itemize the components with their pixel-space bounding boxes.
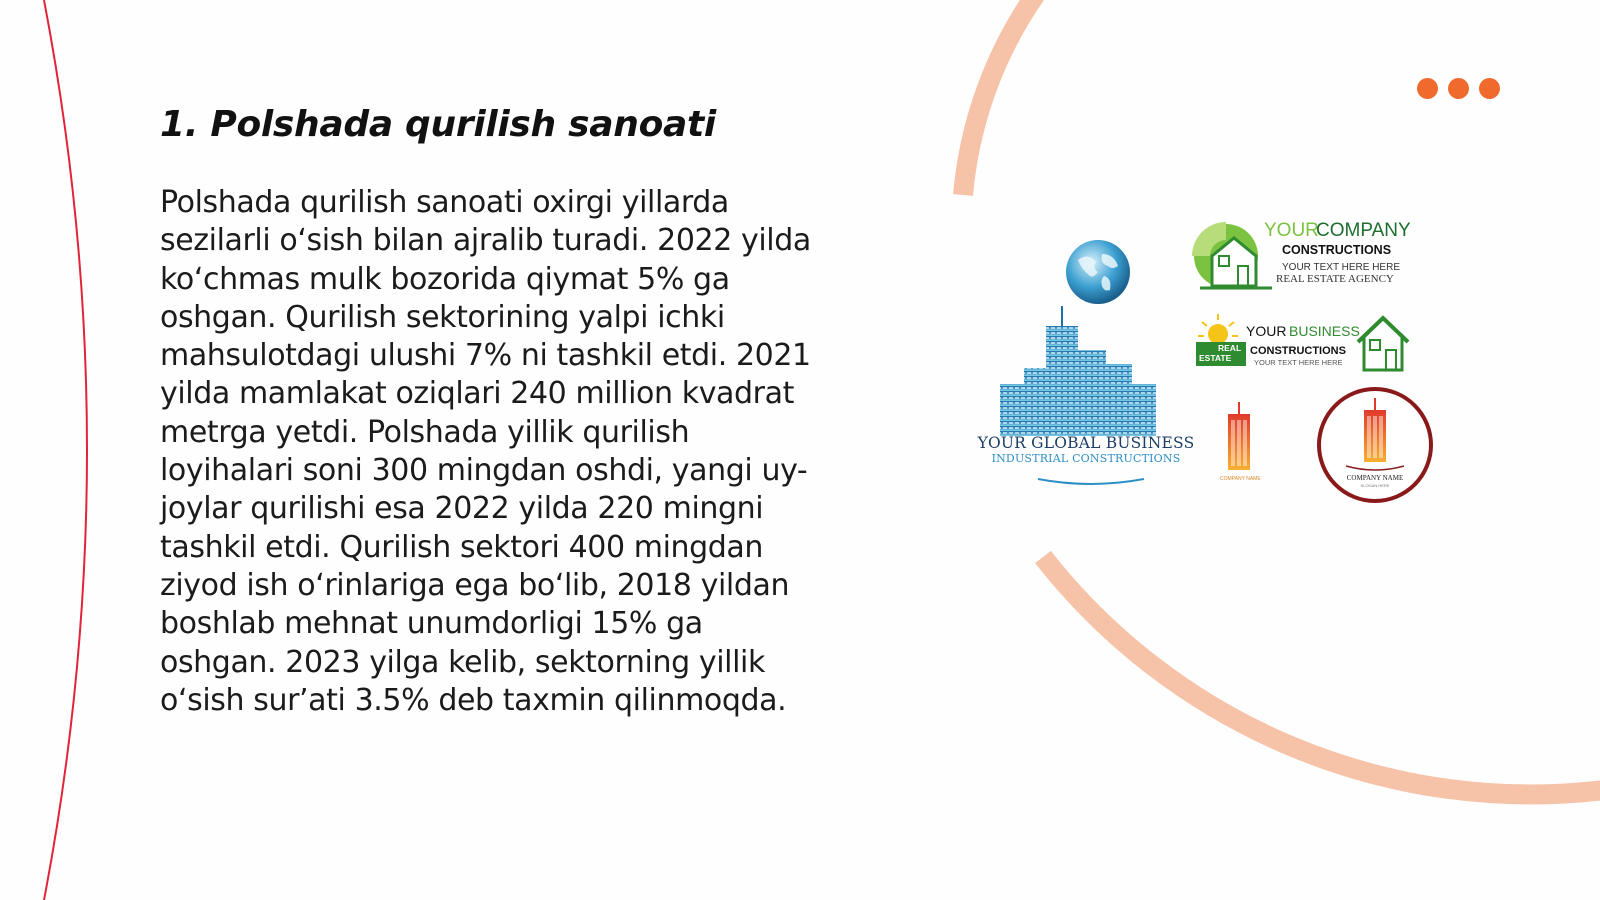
- dot-icon: [1479, 78, 1500, 99]
- house-outline-icon: [1354, 314, 1412, 372]
- business-logo-tagline: YOUR TEXT HERE HERE: [1254, 358, 1343, 367]
- dot-icon: [1448, 78, 1469, 99]
- company-logo-constructions: CONSTRUCTIONS: [1282, 243, 1392, 257]
- company-logo-agency: REAL ESTATE AGENCY: [1276, 273, 1394, 285]
- real-estate-badge-line1: REAL: [1218, 343, 1242, 353]
- left-edge-curve: [44, 0, 87, 900]
- real-estate-badge-line2: ESTATE: [1199, 353, 1232, 363]
- slide-title: 1. Polshada qurilish sanoati: [160, 104, 716, 145]
- small-logo-caption: COMPANY NAME: [1220, 476, 1261, 482]
- tower-icon: [1222, 402, 1256, 476]
- dot-icon: [1417, 78, 1438, 99]
- construction-logos-image: [970, 222, 1440, 522]
- decorative-dots: [1417, 78, 1513, 100]
- business-logo-constructions: CONSTRUCTIONS: [1250, 345, 1346, 357]
- global-logo-title: YOUR GLOBAL BUSINESS: [977, 434, 1195, 452]
- circle-logo-subcaption: SLOGAN HERE: [1360, 483, 1390, 488]
- globe-icon: [1064, 238, 1132, 306]
- swoosh-icon: [1036, 472, 1146, 482]
- company-logo-company: COMPANY: [1316, 220, 1411, 241]
- bottom-arc: [1043, 557, 1600, 794]
- business-logo-your: YOUR: [1246, 323, 1287, 339]
- slide-body-text: Polshada qurilish sanoati oxirgi yillarda sezilarli o‘sish bilan ajralib turadi. 2022 yilda ko‘chmas mulk bozorida qiymat 5% ga oshgan. Qurilish sektorining yalpi ichki mahsulotdagi ulushi 7% ni tashkil etdi. 2021 yilda mamlakat oziqlari 240 million kvadrat metrga yetdi. Polshada yillik qurilish loyihalari soni 300 mingdan oshdi, yangi uy-joylar qurilishi esa 2022 yilda 220 mingni tashkil etdi. Qurilish sektori 400 mingdan ziyod ish o‘rinlariga ega bo‘lib, 2018 yildan boshlab mehnat unumdorligi 15% ga oshgan. 2023 yilga kelib, sektorning yillik o‘sish sur’ati 3.5% deb taxmin qilinmoqda.: [160, 185, 811, 718]
- company-logo-tagline: YOUR TEXT HERE HERE: [1282, 262, 1400, 273]
- circle-logo-caption: COMPANY NAME: [1346, 474, 1404, 482]
- global-logo-subtitle: INDUSTRIAL CONSTRUCTIONS: [991, 452, 1181, 465]
- top-arc: [963, 0, 1036, 195]
- skyscraper-icon: [984, 306, 1184, 438]
- company-logo-your: YOUR: [1264, 220, 1319, 241]
- business-logo-business: BUSINESS: [1289, 323, 1360, 339]
